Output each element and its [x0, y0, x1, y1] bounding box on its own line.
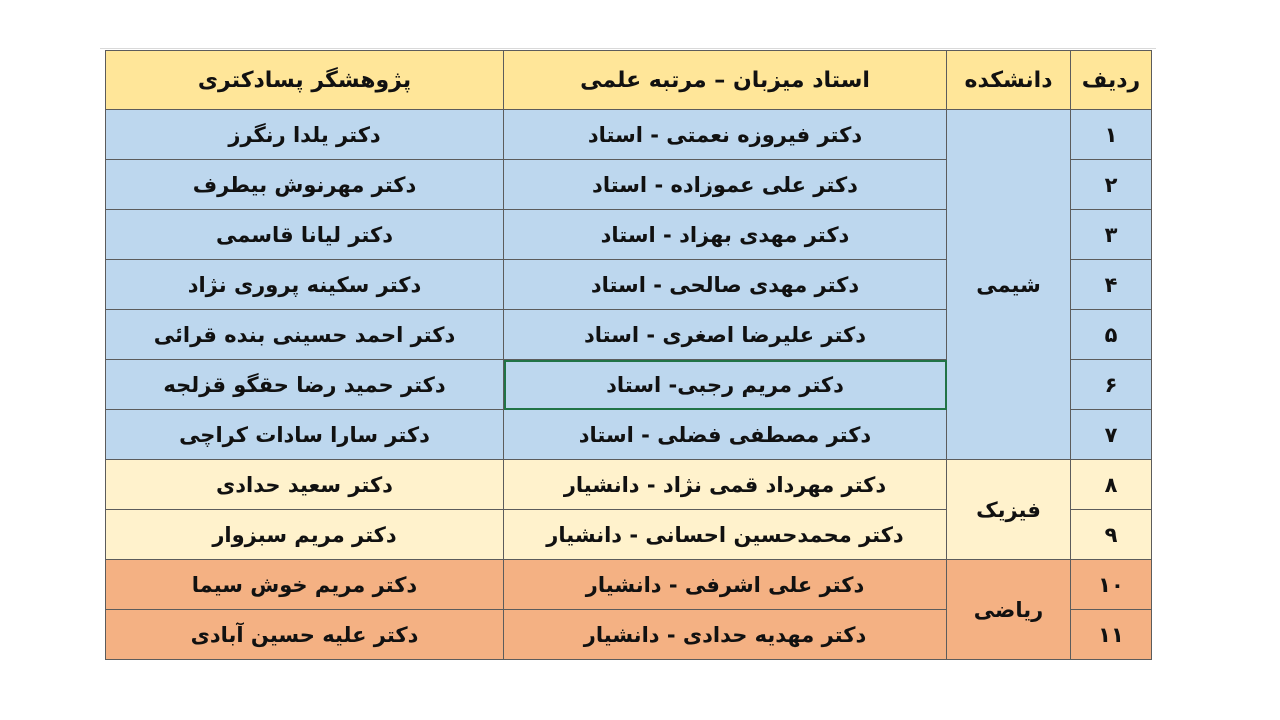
header-row: [106, 51, 1152, 110]
cell-postdoc-researcher[interactable]: دکتر علیه حسین آبادی: [106, 610, 504, 660]
cell-postdoc-researcher[interactable]: دکتر یلدا رنگرز: [106, 110, 504, 160]
cell-faculty[interactable]: شیمی: [947, 110, 1071, 460]
cell-postdoc-researcher[interactable]: دکتر احمد حسینی بنده قرائی: [106, 310, 504, 360]
cell-row-number[interactable]: ۳: [1071, 210, 1152, 260]
cell-host-professor[interactable]: دکتر علیرضا اصغری - استاد: [504, 310, 947, 360]
cell-host-professor[interactable]: دکتر مهدی بهزاد - استاد: [504, 210, 947, 260]
cell-postdoc-researcher[interactable]: دکتر سارا سادات کراچی: [106, 410, 504, 460]
cell-host-professor[interactable]: دکتر مصطفی فضلی - استاد: [504, 410, 947, 460]
header-faculty[interactable]: دانشکده: [947, 51, 1071, 110]
cell-postdoc-researcher[interactable]: دکتر مریم سبزوار: [106, 510, 504, 560]
cell-postdoc-researcher[interactable]: دکتر سعید حدادی: [106, 460, 504, 510]
cell-faculty[interactable]: ریاضی: [947, 560, 1071, 660]
cell-postdoc-researcher[interactable]: دکتر سکینه پروری نژاد: [106, 260, 504, 310]
cell-postdoc-researcher[interactable]: دکتر لیانا قاسمی: [106, 210, 504, 260]
cell-host-professor[interactable]: دکتر مهدی صالحی - استاد: [504, 260, 947, 310]
table-row: [106, 460, 1152, 510]
cell-postdoc-researcher[interactable]: دکتر مهرنوش بیطرف: [106, 160, 504, 210]
cell-row-number[interactable]: ۱۱: [1071, 610, 1152, 660]
cell-row-number[interactable]: ۶: [1071, 360, 1152, 410]
cell-host-professor[interactable]: دکتر مهرداد قمی نژاد - دانشیار: [504, 460, 947, 510]
cell-row-number[interactable]: ۷: [1071, 410, 1152, 460]
cell-host-professor[interactable]: دکتر محمدحسین احسانی - دانشیار: [504, 510, 947, 560]
spreadsheet-table-container: [105, 50, 1151, 660]
cell-row-number[interactable]: ۵: [1071, 310, 1152, 360]
cell-row-number[interactable]: ۱۰: [1071, 560, 1152, 610]
cell-postdoc-researcher[interactable]: دکتر حمید رضا حقگو قزلجه: [106, 360, 504, 410]
cell-host-professor[interactable]: دکتر مهدیه حدادی - دانشیار: [504, 610, 947, 660]
header-row-number[interactable]: ردیف: [1071, 51, 1152, 110]
cell-host-professor[interactable]: دکتر فیروزه نعمتی - استاد: [504, 110, 947, 160]
table-row: [106, 560, 1152, 610]
cell-faculty[interactable]: فیزیک: [947, 460, 1071, 560]
table-row: [106, 110, 1152, 160]
cell-host-professor[interactable]: دکتر علی اشرفی - دانشیار: [504, 560, 947, 610]
cell-row-number[interactable]: ۸: [1071, 460, 1152, 510]
cell-row-number[interactable]: ۹: [1071, 510, 1152, 560]
cell-row-number[interactable]: ۴: [1071, 260, 1152, 310]
cell-row-number[interactable]: ۱: [1071, 110, 1152, 160]
cell-postdoc-researcher[interactable]: دکتر مریم خوش سیما: [106, 560, 504, 610]
cell-host-professor[interactable]: دکتر علی عموزاده - استاد: [504, 160, 947, 210]
header-postdoc-researcher[interactable]: پژوهشگر پسادکتری: [106, 51, 504, 110]
cell-row-number[interactable]: ۲: [1071, 160, 1152, 210]
cell-host-professor[interactable]: دکتر مریم رجبی- استاد: [504, 360, 947, 410]
grid-line: [100, 48, 1156, 49]
header-host-professor[interactable]: استاد میزبان – مرتبه علمی: [504, 51, 947, 110]
postdoc-table: [105, 50, 1152, 660]
